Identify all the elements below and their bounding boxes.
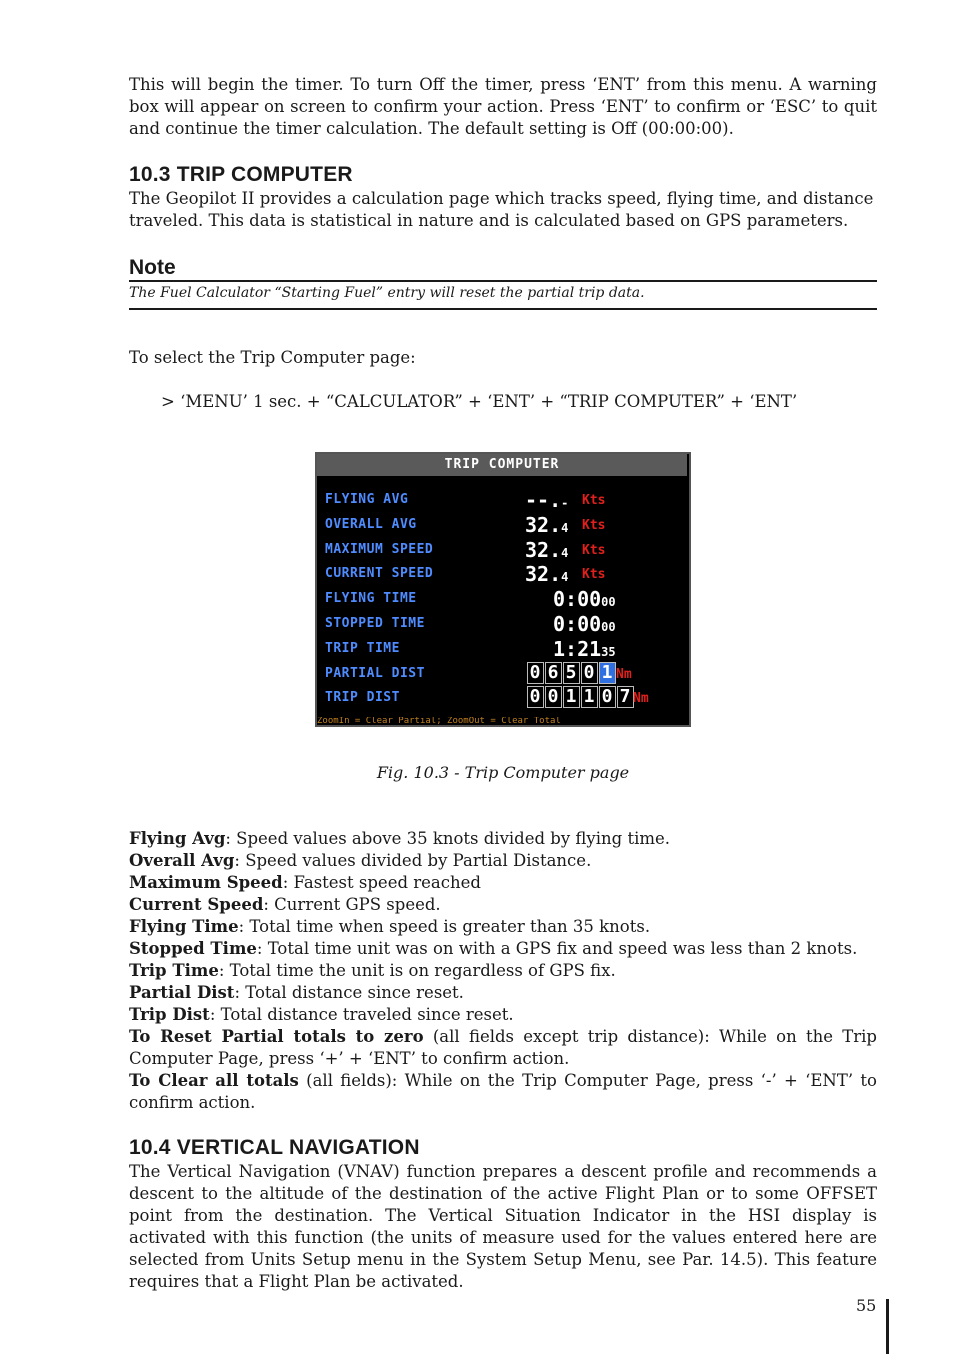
screen-row-label: FLYING TIME [325,591,417,607]
definition-item [129,828,877,850]
screen-row-value [553,612,616,636]
screen-row-digits [527,686,635,708]
definition-desc: : Fastest speed reached [282,873,481,892]
definition-term: To Clear all totals [129,1071,299,1090]
value-main: 32. [525,537,562,562]
screen-row-label: TRIP TIME [325,640,400,656]
vnav-paragraph: The Vertical Navigation (VNAV) function prepares a descent profile and recommends a descent to the altitude of the destination of the active Flight Plan or to some OFFSET point from the destination. The Vertical Situation Indicator in the HSI display is activated with this function (the units of measure used for the values entered here are selected from Units Setup menu in the System Setup Menu, see Par. 14.5). This feature requires that a Flight Plan be activated. [129,1162,877,1291]
definition-desc: : Total distance since reset. [234,983,464,1002]
definition-item [129,1004,877,1026]
note-text: The Fuel Calculator “Starting Fuel” entry will reset the partial trip data. [129,285,645,301]
digit-cell: 0 [545,686,562,708]
screen-row-unit: Nm [616,666,632,682]
value-main: 0:00 [553,587,602,612]
definition-term: Trip Dist [129,1005,210,1024]
screen-row [317,686,689,710]
screen-title: TRIP COMPUTER [317,454,687,476]
note-title: Note [129,256,176,279]
definition-term: Overall Avg [129,851,235,870]
value-fraction: 4 [561,570,569,585]
definitions-list [129,828,877,1114]
screen-row-unit: Kts [582,567,606,583]
value-main: 1:21 [553,636,602,661]
digit-cell: 1 [599,662,616,684]
screen-row [317,513,689,537]
value-fraction: 00 [601,620,616,634]
digit-cell: 0 [599,686,616,708]
definition-desc: : Speed values divided by Partial Distance. [234,851,592,870]
value-main: --. [525,488,562,512]
screen-row-value [525,538,568,562]
section-heading-trip-computer: 10.3 TRIP COMPUTER [129,163,353,186]
screen-row [317,488,689,512]
screen-row-value [553,587,616,611]
digit-cell: 1 [563,686,580,708]
select-instruction: To select the Trip Computer page: [129,348,416,367]
value-fraction: 00 [601,595,616,610]
definition-item [129,850,877,872]
screen-row-label: MAXIMUM SPEED [325,541,434,557]
digit-cell: 1 [581,686,598,708]
definition-term: Flying Avg [129,829,226,848]
screen-row-unit: Kts [582,517,606,533]
digit-cell: 6 [545,662,562,684]
trip-computer-screen [315,452,691,727]
screen-row-value [553,637,616,661]
screen-row [317,562,689,586]
screen-row-label: PARTIAL DIST [325,665,425,681]
screen-footer: ZoomIn = Clear Partial; ZoomOut = Clear Total [317,717,561,725]
page-number: 55 [856,1296,877,1315]
definition-item [129,938,877,960]
screen-row-label: FLYING AVG [325,492,409,507]
definition-term: Current Speed [129,895,264,914]
definition-desc: : Current GPS speed. [263,895,441,914]
screen-row-unit: Kts [582,542,606,558]
figure-caption: Fig. 10.3 - Trip Computer page [376,763,630,782]
definition-desc: : Speed values above 35 knots divided by flying time. [225,829,671,848]
definition-term: Partial Dist [129,983,235,1002]
screen-row-value [525,488,568,512]
definition-item [129,1070,877,1114]
screen-row-unit: Nm [633,691,649,707]
page-edge-bar [886,1299,889,1354]
value-fraction: - [561,496,569,510]
trip-computer-paragraph: The Geopilot II provides a calculation page which tracks speed, flying time, and distance traveled. This data is statistical in nature and is calculated based on GPS parameters. [129,189,874,230]
note-bottom-rule [129,308,877,310]
note-top-rule [129,280,877,282]
value-main: 32. [525,512,562,537]
definition-item [129,960,877,982]
definition-desc: (all fields except trip distance): While on the Trip Computer Page, press ‘+’ + ‘ENT’ to confirm action. [129,1027,877,1068]
intro-paragraph: This will begin the timer. To turn Off the timer, press ‘ENT’ from this menu. A warning box will appear on screen to confirm your action. Press ‘ENT’ to confirm or ‘ESC’ to quit and continue the timer calculation. The default setting is Off (00:00:00). [129,75,877,138]
definition-term: Maximum Speed [129,873,283,892]
screen-row-label: CURRENT SPEED [325,566,434,582]
definition-item [129,894,877,916]
screen-row [317,612,689,636]
definition-desc: : Total distance traveled since reset. [209,1005,514,1024]
value-fraction: 4 [561,520,569,535]
definition-term: Flying Time [129,917,239,936]
screen-row [317,662,689,686]
digit-cell: 7 [617,686,634,708]
screen-row-value [525,513,568,537]
screen-row-digits [527,662,617,684]
definition-item [129,1026,877,1070]
screen-row-unit: Kts [582,493,606,508]
screen-row-label: TRIP DIST [325,690,400,706]
definition-desc: : Total time the unit is on regardless of GPS fix. [218,961,616,980]
screen-row-label: OVERALL AVG [325,516,417,532]
menu-path: > ‘MENU’ 1 sec. + “CALCULATOR” + ‘ENT’ + “TRIP COMPUTER” + ‘ENT’ [161,392,798,411]
definition-term: Trip Time [129,961,219,980]
screen-row [317,538,689,562]
definition-desc: : Total time when speed is greater than 35 knots. [238,917,651,936]
definition-desc: : Total time unit was on with a GPS fix and speed was less than 2 knots. [256,939,858,958]
definition-item [129,872,877,894]
definition-item [129,916,877,938]
digit-cell: 5 [563,662,580,684]
definition-desc: (all fields): While on the Trip Computer Page, press ‘-’ + ‘ENT’ to confirm action. [129,1071,877,1112]
section-heading-vertical-navigation: 10.4 VERTICAL NAVIGATION [129,1136,420,1159]
value-main: 0:00 [553,612,602,636]
value-main: 32. [525,562,562,587]
digit-cell: 0 [527,686,544,708]
screen-row-value [525,562,568,586]
value-fraction: 4 [561,545,569,560]
screen-row [317,637,689,661]
definition-item [129,982,877,1004]
screen-row-label: STOPPED TIME [325,616,425,631]
digit-cell: 0 [527,662,544,684]
definition-term: To Reset Partial totals to zero [129,1027,424,1046]
screen-row [317,587,689,611]
digit-cell: 0 [581,662,598,684]
definition-term: Stopped Time [129,939,257,958]
value-fraction: 35 [601,644,616,659]
